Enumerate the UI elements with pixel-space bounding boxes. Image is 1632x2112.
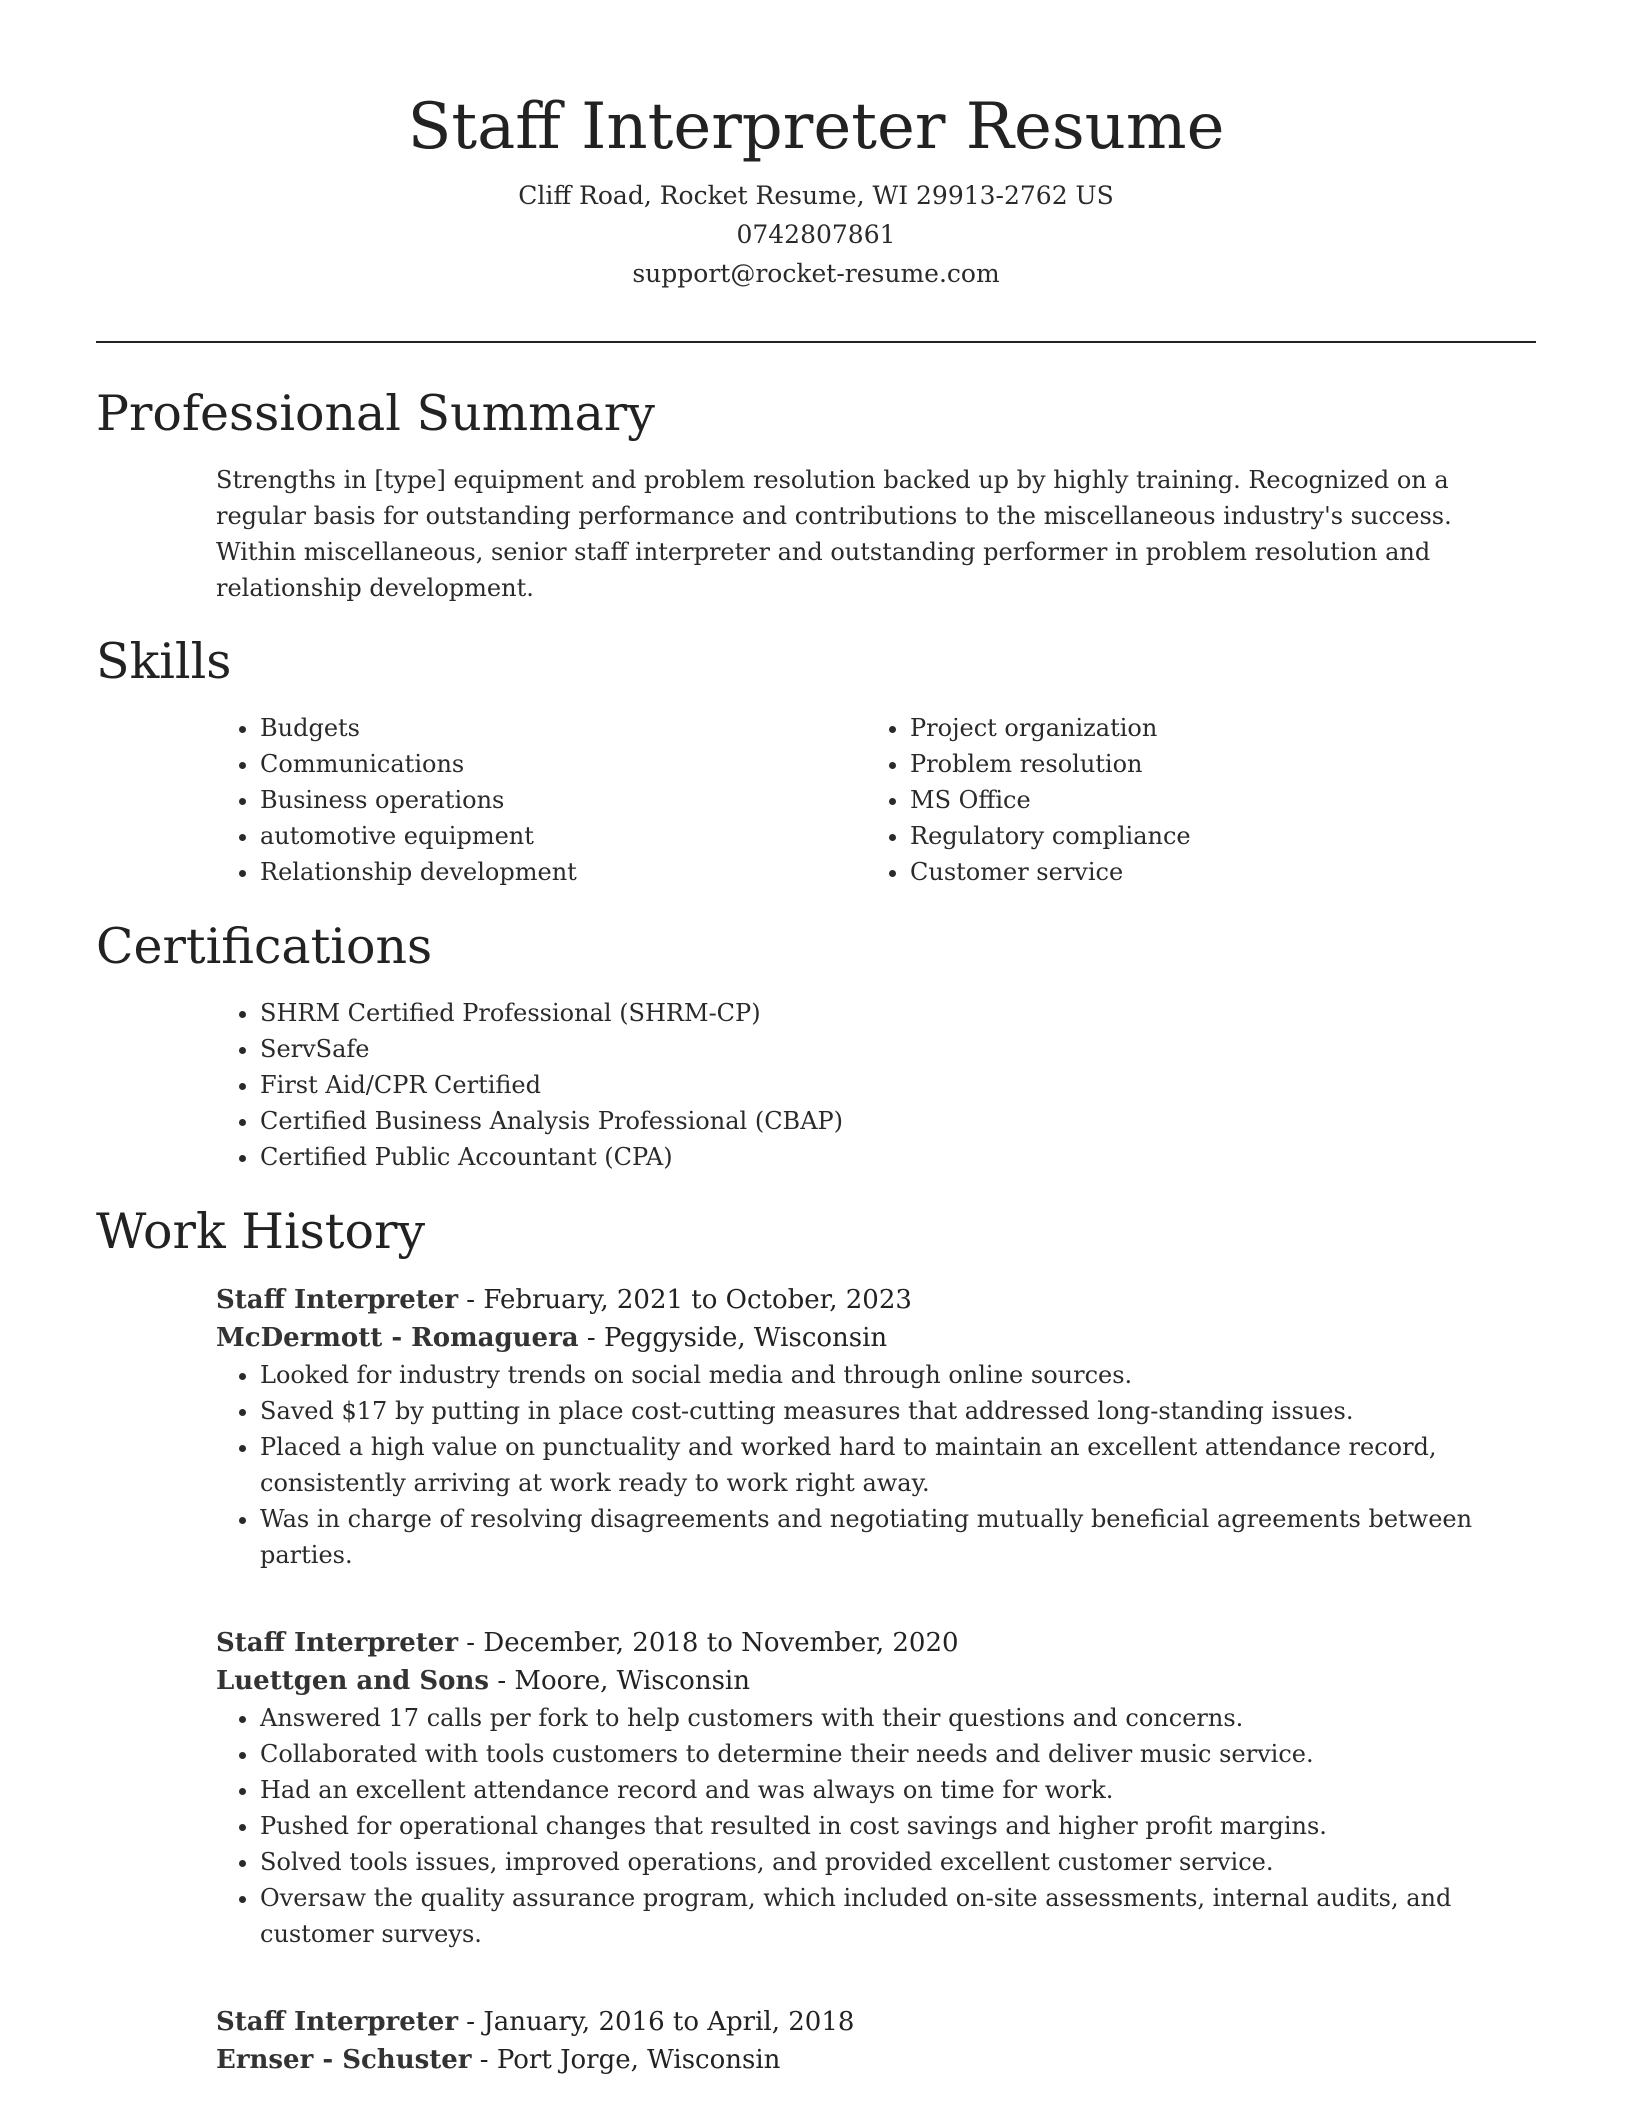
skills-column-right <box>866 710 1466 890</box>
job-entry <box>216 1624 1536 1952</box>
job-separator: - <box>458 2007 484 2037</box>
contact-email: support@rocket-resume.com <box>632 259 1000 288</box>
certifications-heading: Certifications <box>96 918 433 975</box>
certification-item: • Certified Business Analysis Professional (CBAP) <box>260 1103 1516 1139</box>
job-dates: December, 2018 to November, 2020 <box>483 1628 959 1658</box>
job-duty: • Pushed for operational changes that resulted in cost savings and higher profit margins. <box>260 1808 1536 1844</box>
job-entry <box>216 2003 1536 2079</box>
job-title-line <box>216 1624 1536 1662</box>
job-title-line <box>216 1281 1536 1319</box>
job-duty: • Placed a high value on punctuality and worked hard to maintain an excellent attendance record, consistently arriving at work ready to work right away. <box>260 1429 1536 1501</box>
job-duties-list <box>216 1357 1536 1573</box>
job-title: Staff Interpreter <box>216 1628 459 1658</box>
job-company-line <box>216 1319 1536 1357</box>
skill-item: • MS Office <box>910 782 1466 818</box>
job-company-line <box>216 2041 1536 2079</box>
summary-text: Strengths in [type] equipment and problem resolution backed up by highly training. Recognized on a regular basis for outstanding performance and contributions to the miscellaneous industry's success. Within miscellaneous, senior staff interpreter and outstanding performer in problem resolution and relationship development. <box>216 466 1452 602</box>
job-company-line <box>216 1662 1536 1700</box>
skill-item: • Communications <box>260 746 816 782</box>
job-separator: - <box>471 2045 497 2075</box>
skill-item: • Problem resolution <box>910 746 1466 782</box>
skill-item: • Relationship development <box>260 854 816 890</box>
skill-item: • Business operations <box>260 782 816 818</box>
header-divider <box>96 341 1536 343</box>
skill-item: • automotive equipment <box>260 818 816 854</box>
job-duty: • Saved $17 by putting in place cost-cutting measures that addressed long-standing issues. <box>260 1393 1536 1429</box>
job-company: Ernser - Schuster <box>216 2045 472 2075</box>
job-duties-list <box>216 1700 1536 1952</box>
resume-header <box>0 82 1632 293</box>
certification-item: • Certified Public Accountant (CPA) <box>260 1139 1516 1175</box>
contact-phone: 0742807861 <box>736 220 896 249</box>
certifications-list <box>216 995 1516 1175</box>
resume-title: Staff Interpreter Resume <box>407 90 1225 164</box>
skill-item: • Budgets <box>260 710 816 746</box>
job-duty: • Had an excellent attendance record and was always on time for work. <box>260 1772 1536 1808</box>
job-duty: • Was in charge of resolving disagreements and negotiating mutually beneficial agreements between parties. <box>260 1501 1536 1573</box>
certification-item: • ServSafe <box>260 1031 1516 1067</box>
skills-column-left <box>216 710 816 890</box>
job-title: Staff Interpreter <box>216 2007 459 2037</box>
job-duty: • Oversaw the quality assurance program, which included on-site assessments, internal audits, and customer surveys. <box>260 1880 1536 1952</box>
skills-list-left <box>216 710 816 890</box>
job-duty: • Solved tools issues, improved operations, and provided excellent customer service. <box>260 1844 1536 1880</box>
certification-item: • First Aid/CPR Certified <box>260 1067 1516 1103</box>
job-title: Staff Interpreter <box>216 1285 459 1315</box>
job-location: Peggyside, Wisconsin <box>603 1323 888 1353</box>
contact-info <box>0 176 1632 293</box>
job-entry <box>216 1281 1536 1573</box>
job-location: Port Jorge, Wisconsin <box>496 2045 781 2075</box>
summary-heading: Professional Summary <box>96 385 655 442</box>
certifications-list-wrap <box>216 995 1516 1175</box>
job-company: Luettgen and Sons <box>216 1666 490 1696</box>
job-separator: - <box>578 1323 604 1353</box>
job-separator: - <box>489 1666 515 1696</box>
work-history-heading: Work History <box>96 1203 426 1260</box>
skill-item: • Regulatory compliance <box>910 818 1466 854</box>
job-dates: January, 2016 to April, 2018 <box>483 2007 855 2037</box>
job-separator: - <box>458 1628 484 1658</box>
job-duty: • Looked for industry trends on social media and through online sources. <box>260 1357 1536 1393</box>
skill-item: • Customer service <box>910 854 1466 890</box>
job-dates: February, 2021 to October, 2023 <box>483 1285 912 1315</box>
certification-item: • SHRM Certified Professional (SHRM-CP) <box>260 995 1516 1031</box>
skill-item: • Project organization <box>910 710 1466 746</box>
job-duty: • Collaborated with tools customers to determine their needs and deliver music service. <box>260 1736 1536 1772</box>
job-title-line <box>216 2003 1536 2041</box>
job-company: McDermott - Romaguera <box>216 1323 579 1353</box>
job-separator: - <box>458 1285 484 1315</box>
job-location: Moore, Wisconsin <box>514 1666 750 1696</box>
skills-heading: Skills <box>96 633 232 690</box>
skills-list-right <box>866 710 1466 890</box>
job-duty: • Answered 17 calls per fork to help customers with their questions and concerns. <box>260 1700 1536 1736</box>
contact-address: Cliff Road, Rocket Resume, WI 29913-2762 US <box>518 181 1114 210</box>
